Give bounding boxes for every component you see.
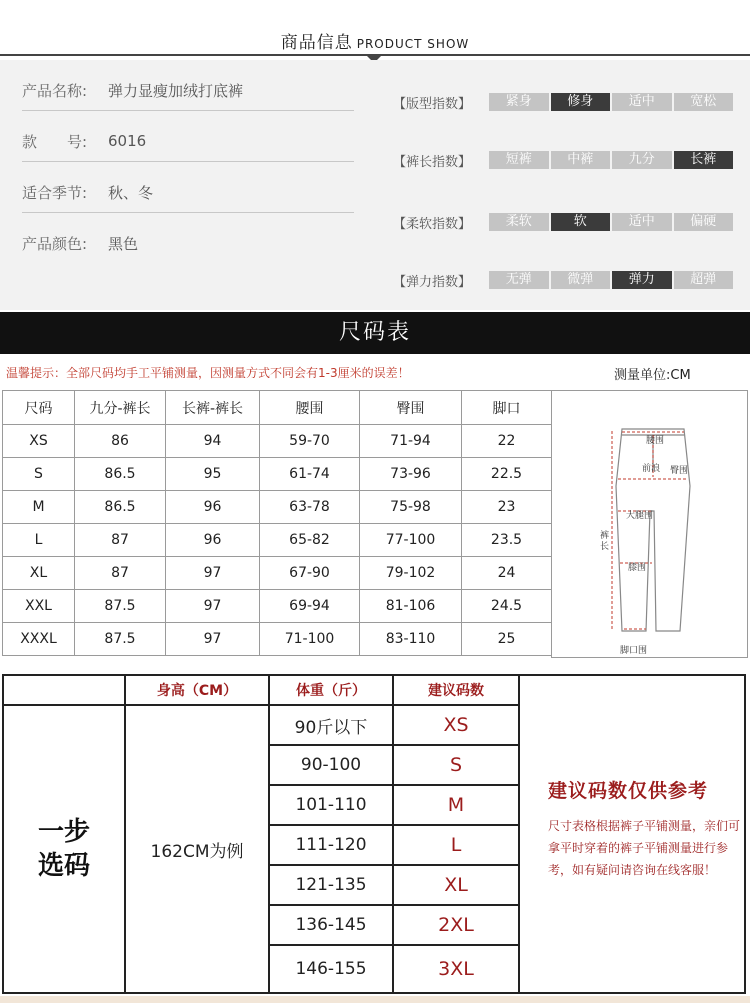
table-row [3, 524, 552, 557]
section-title [0, 28, 750, 53]
label-rise: 前浪 [642, 464, 661, 474]
index-bar [489, 93, 733, 111]
value-cell: 22.5 [462, 458, 552, 491]
value-cell: 87.5 [75, 623, 166, 656]
value-cell: 79-102 [360, 557, 462, 590]
index-option: 短裤 [489, 151, 549, 169]
value-cell: 81-106 [360, 590, 462, 623]
weight-cell: 146-155 [270, 946, 394, 992]
label-hip: 臀围 [670, 466, 689, 476]
product-info-header [0, 0, 750, 60]
value-cell: 69-94 [260, 590, 360, 623]
column-header: 尺码 [3, 391, 75, 425]
size-cell: XXXL [3, 623, 75, 656]
index-option: 宽松 [674, 93, 734, 111]
index-option: 紧身 [489, 93, 549, 111]
value-cell: 97 [166, 623, 260, 656]
table-row [3, 590, 552, 623]
value-cell: 24.5 [462, 590, 552, 623]
index-bar [489, 213, 733, 231]
size-cell: L [394, 826, 520, 866]
value-cell: 97 [166, 557, 260, 590]
size-cell: XS [3, 425, 75, 458]
attr-row-color [22, 213, 354, 264]
value-cell: 86.5 [75, 491, 166, 524]
attr-value: 6016 [108, 132, 147, 150]
column-header: 腰围 [260, 391, 360, 425]
index-option: 九分 [612, 151, 672, 169]
product-info-panel [0, 60, 750, 310]
weight-cell: 111-120 [270, 826, 394, 866]
step-cell [4, 706, 126, 992]
index-label: 【裤长指数】 [393, 154, 472, 170]
value-cell: 87 [75, 524, 166, 557]
index-option: 弹力 [612, 271, 672, 289]
index-option: 适中 [612, 213, 672, 231]
note-title: 建议码数仅供参考 [548, 780, 709, 802]
value-cell: 83-110 [360, 623, 462, 656]
pants-measurement-diagram [551, 390, 748, 658]
size-table [2, 390, 552, 656]
size-cell: XL [3, 557, 75, 590]
column-header: 九分-裤长 [75, 391, 166, 425]
recommendation-note [548, 776, 744, 881]
index-label: 【柔软指数】 [393, 216, 472, 232]
weight-cell: 136-145 [270, 906, 394, 946]
value-cell: 77-100 [360, 524, 462, 557]
table-row [3, 557, 552, 590]
value-cell: 87 [75, 557, 166, 590]
column-header: 臀围 [360, 391, 462, 425]
value-cell: 23.5 [462, 524, 552, 557]
size-cell: S [3, 458, 75, 491]
value-cell: 86.5 [75, 458, 166, 491]
size-cell: M [3, 491, 75, 524]
value-cell: 71-94 [360, 425, 462, 458]
label-hem: 脚口围 [620, 646, 648, 656]
table-row [3, 623, 552, 656]
size-cell: XL [394, 866, 520, 906]
label-thigh: 大腿围 [626, 511, 654, 521]
value-cell: 67-90 [260, 557, 360, 590]
pants-outline-icon [552, 391, 749, 659]
index-label: 【弹力指数】 [393, 274, 472, 290]
size-cell: S [394, 746, 520, 786]
value-cell: 95 [166, 458, 260, 491]
section-title-cn: 商品信息 [280, 33, 353, 53]
measurement-tip: 温馨提示：全部尺码均手工平铺测量，因测量方式不同会有1-3厘米的误差！ [6, 366, 410, 380]
index-softness [393, 211, 733, 233]
section-title-en: PRODUCT SHOW [356, 37, 470, 51]
column-header: 脚口 [462, 391, 552, 425]
size-chart-banner: 尺码表 [0, 312, 750, 354]
empty-header-cell [4, 676, 126, 706]
size-table-header [3, 391, 552, 425]
footer-strip [0, 996, 750, 1003]
value-cell: 65-82 [260, 524, 360, 557]
attr-value: 弹力显瘦加绒打底裤 [108, 81, 244, 100]
note-body: 尺寸表格根据裤子平铺测量，亲们可拿平时穿着的裤子平铺测量进行参考，如有疑问请咨询在线客服！ [548, 819, 741, 877]
value-cell: 96 [166, 491, 260, 524]
weight-cell: 90斤以下 [270, 706, 394, 746]
attr-label: 产品名称: [22, 81, 88, 100]
value-cell: 97 [166, 590, 260, 623]
value-cell: 96 [166, 524, 260, 557]
size-cell: L [3, 524, 75, 557]
index-option: 微弹 [551, 271, 611, 289]
table-row [3, 491, 552, 524]
index-bar [489, 271, 733, 289]
value-cell: 59-70 [260, 425, 360, 458]
attr-row-name [22, 60, 354, 111]
size-cell: 3XL [394, 946, 520, 992]
value-cell: 94 [166, 425, 260, 458]
attr-label: 产品颜色: [22, 235, 88, 253]
index-bar [489, 151, 733, 169]
value-cell: 75-98 [360, 491, 462, 524]
size-cell: M [394, 786, 520, 826]
size-cell: XXL [3, 590, 75, 623]
step-label: 一步选码 [37, 817, 90, 881]
value-cell: 73-96 [360, 458, 462, 491]
index-elasticity [393, 269, 733, 291]
weight-header: 体重（斤） [270, 676, 394, 706]
index-option: 柔软 [489, 213, 549, 231]
weight-cell: 121-135 [270, 866, 394, 906]
height-header: 身高（CM） [126, 676, 270, 706]
table-row [3, 425, 552, 458]
value-cell: 25 [462, 623, 552, 656]
value-cell: 63-78 [260, 491, 360, 524]
attr-value: 秋、冬 [108, 183, 154, 202]
value-cell: 22 [462, 425, 552, 458]
height-value: 162CM为例 [126, 706, 270, 992]
value-cell: 86 [75, 425, 166, 458]
attr-label: 款 号: [22, 132, 88, 151]
index-option: 超弹 [674, 271, 734, 289]
index-option: 中裤 [551, 151, 611, 169]
attr-label: 适合季节: [22, 183, 88, 202]
index-length [393, 149, 733, 171]
weight-cell: 90-100 [270, 746, 394, 786]
index-label: 【版型指数】 [393, 96, 472, 112]
index-option: 无弹 [489, 271, 549, 289]
size-header: 建议码数 [394, 676, 520, 706]
index-option: 软 [551, 213, 611, 231]
index-option: 偏硬 [674, 213, 734, 231]
index-option: 修身 [551, 93, 611, 111]
label-waist: 腰围 [646, 436, 665, 446]
weight-cell: 101-110 [270, 786, 394, 826]
table-row [3, 458, 552, 491]
index-option: 适中 [612, 93, 672, 111]
value-cell: 87.5 [75, 590, 166, 623]
attr-row-season [22, 162, 354, 213]
value-cell: 71-100 [260, 623, 360, 656]
size-cell: 2XL [394, 906, 520, 946]
label-length: 裤长 [600, 531, 610, 552]
column-header: 长裤-裤长 [166, 391, 260, 425]
measurement-unit: 测量单位:CM [614, 368, 691, 383]
label-knee: 膝围 [628, 563, 647, 573]
index-fit [393, 91, 733, 113]
value-cell: 24 [462, 557, 552, 590]
value-cell: 61-74 [260, 458, 360, 491]
attr-row-style-no [22, 111, 354, 162]
product-attributes [22, 60, 354, 264]
index-option: 长裤 [674, 151, 734, 169]
attr-value: 黑色 [108, 235, 139, 253]
value-cell: 23 [462, 491, 552, 524]
size-cell: XS [394, 706, 520, 746]
